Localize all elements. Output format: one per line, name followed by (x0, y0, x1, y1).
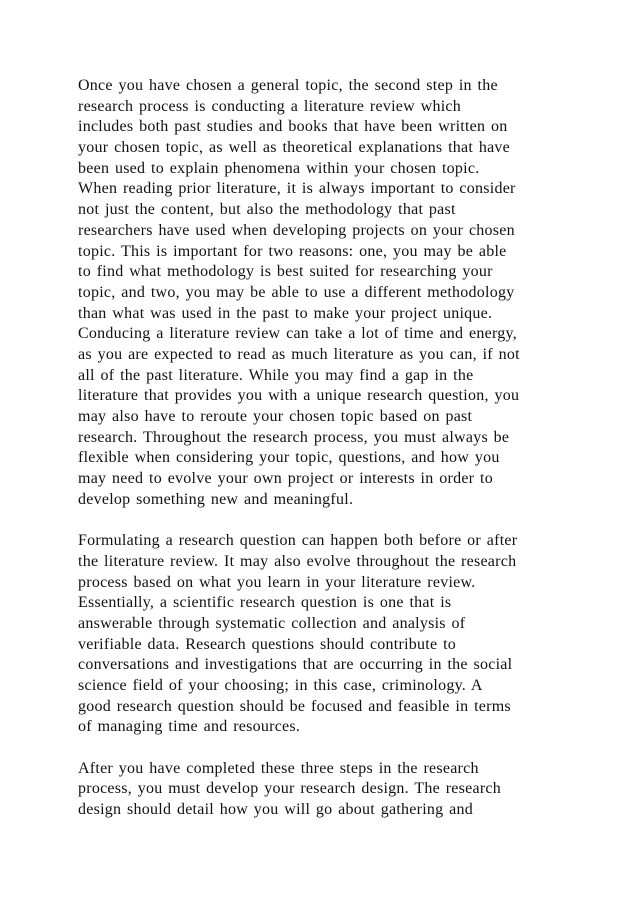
text-line: Essentially, a scientific research question is one that is (78, 594, 452, 612)
text-line: may need to evolve your own project or interests in order to (78, 470, 493, 488)
text-line: Formulating a research question can happen both before or after (78, 532, 518, 550)
text-line: answerable through systematic collection and analysis of (78, 614, 466, 632)
text-line: develop something new and meaningful. (78, 490, 354, 508)
text-line: not just the content, but also the methodology that past (78, 201, 456, 219)
paragraph-research-question (78, 531, 578, 738)
text-line: all of the past literature. While you may find a gap in the (78, 366, 474, 384)
text-line: of managing time and resources. (78, 718, 301, 736)
text-line: your chosen topic, as well as theoretical explanations that have (78, 139, 511, 157)
text-line: the literature review. It may also evolve throughout the research (78, 552, 517, 570)
text-line: process, you must develop your research design. The research (78, 780, 502, 798)
text-line: verifiable data. Research questions should contribute to (78, 635, 457, 653)
text-line: process based on what you learn in your literature review. (78, 573, 476, 591)
text-line: science field of your choosing; in this case, criminology. A (78, 676, 483, 694)
text-line: conversations and investigations that are occurring in the social (78, 656, 513, 674)
text-line: than what was used in the past to make your project unique. (78, 304, 493, 322)
text-line: research. Throughout the research process, you must always be (78, 428, 510, 446)
text-line: researchers have used when developing projects on your chosen (78, 221, 515, 239)
text-line: flexible when considering your topic, questions, and how you (78, 449, 500, 467)
text-line: includes both past studies and books that have been written on (78, 118, 508, 136)
text-line: research process is conducting a literature review which (78, 97, 462, 115)
text-line: topic. This is important for two reasons: one, you may be able (78, 242, 507, 260)
paragraph-literature-review (78, 76, 578, 510)
text-line: may also have to reroute your chosen topic based on past (78, 408, 473, 425)
text-line: When reading prior literature, it is always important to consider (78, 180, 516, 198)
text-line: good research question should be focused and feasible in terms (78, 697, 511, 715)
text-line: been used to explain phenomena within your chosen topic. (78, 159, 480, 177)
text-line: Once you have chosen a general topic, the second step in the (78, 77, 498, 94)
text-line: Conducing a literature review can take a lot of time and energy, (78, 325, 518, 343)
text-line: topic, and two, you may be able to use a different methodology (78, 283, 515, 301)
text-line: design should detail how you will go about gathering and (78, 801, 473, 819)
text-line: literature that provides you with a unique research question, you (78, 387, 520, 405)
text-line: as you are expected to read as much literature as you can, if not (78, 345, 520, 363)
paragraph-research-design (78, 759, 578, 821)
text-line: After you have completed these three steps in the research (78, 759, 479, 777)
document-body (78, 76, 578, 841)
text-line: to find what methodology is best suited for researching your (78, 263, 493, 281)
